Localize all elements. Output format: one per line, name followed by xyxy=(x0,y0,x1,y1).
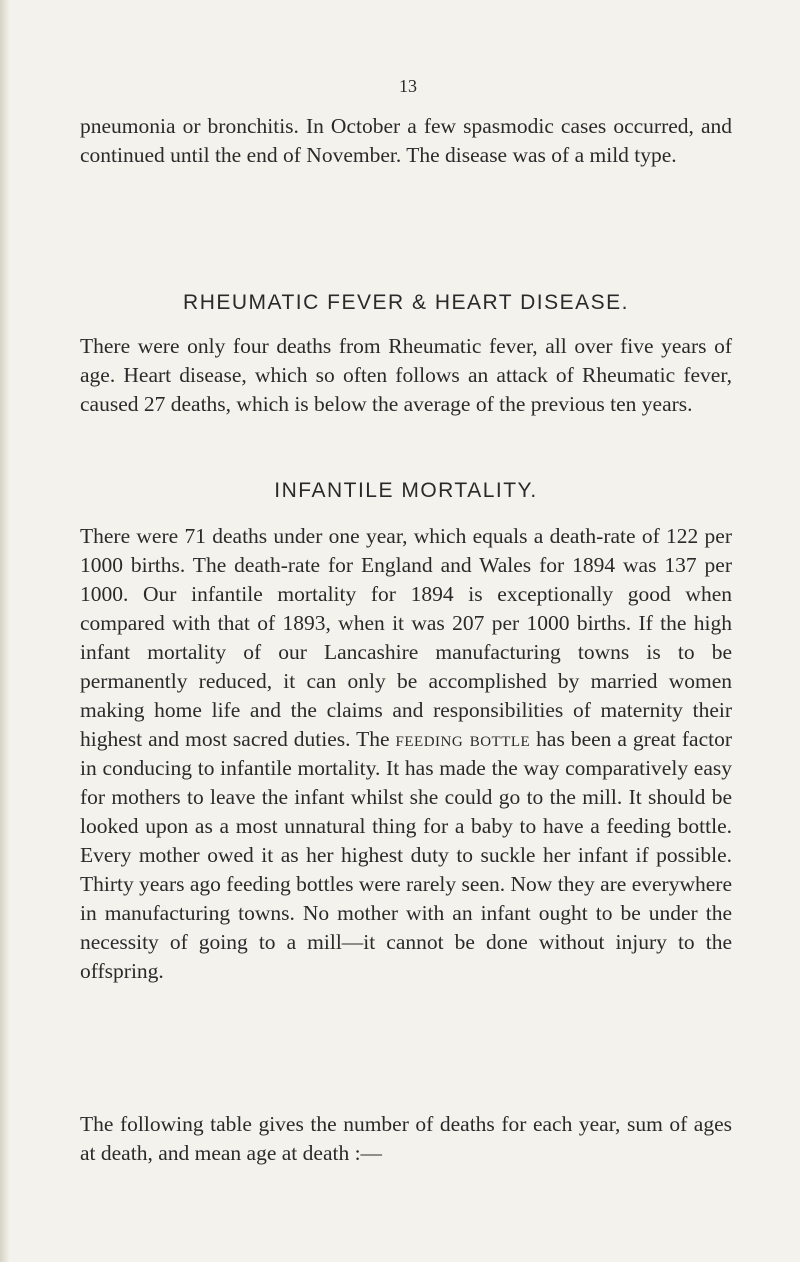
heading-rheumatic-fever: RHEUMATIC FEVER & HEART DISEASE. xyxy=(183,291,629,314)
page-edge-shadow xyxy=(0,0,10,1262)
paragraph-infantile-mortality xyxy=(80,522,732,986)
page-number: 13 xyxy=(399,76,417,96)
paragraph-text-part-2: has been a great factor in conducing to infantile mortality. It has made the way comparatively easy for mothers to leave the infant whilst she could go to the mill. It should be looked upon as a most unnatural thing for a baby to have a feeding bottle. Every mother owed it as her highest duty to suckle her infant if possible. Thirty years ago feeding bottles were rarely seen. Now they are everywhere in manufacturing towns. No mother with an infant ought to be under the necessity of going to a mill—it cannot be done without injury to the offspring. xyxy=(80,727,732,983)
feeding-bottle-smallcaps: feeding bottle xyxy=(395,727,531,751)
paragraph-rheumatic-fever: There were only four deaths from Rheumatic fever, all over five years of age. Heart disease, which so often follows an attack of Rheumatic fever, caused 27 deaths, which is below the average of the previous ten years. xyxy=(80,334,732,416)
paragraph-pneumonia: pneumonia or bronchitis. In October a few spasmodic cases occurred, and continued until the end of November. The disease was of a mild type. xyxy=(80,114,732,167)
paragraph-text-part-1: There were 71 deaths under one year, which equals a death-rate of 122 per 1000 births. The death-rate for England and Wales for 1894 was 137 per 1000. Our infantile mortality for 1894 is exceptionally good when compared with that of 1893, when it was 207 per 1000 births. If the high infant mortality of our Lancashire manufacturing towns is to be permanently reduced, it can only be accomplished by married women making home life and the claims and responsibilities of maternity their highest and most sacred duties. The xyxy=(80,524,732,751)
paragraph-table-intro: The following table gives the number of deaths for each year, sum of ages at death, and mean age at death :— xyxy=(80,1112,732,1165)
heading-infantile-mortality: INFANTILE MORTALITY. xyxy=(274,479,538,502)
